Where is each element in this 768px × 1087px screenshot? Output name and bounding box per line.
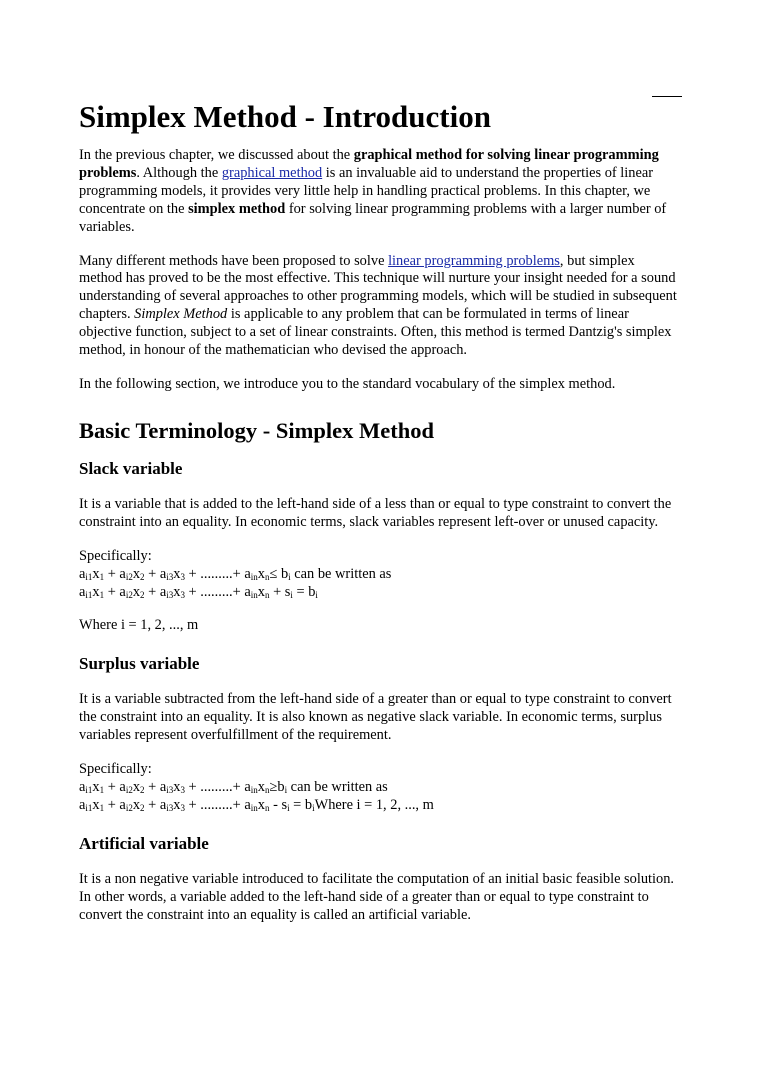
intro-paragraph-3: In the following section, we introduce you to the standard vocabulary of the simplex method. [79,375,616,392]
bold-text: simplex method [188,200,286,217]
slack-heading: Slack variable [79,458,183,478]
text-run: Where i = 1, 2, ..., m [314,796,434,813]
text-run: can be written as [290,565,392,582]
surplus-equation-2: $a_{i1}x_1 + a_{i2}x_2 + a_{i3}x_3$ + .........+ $a_{in}x_n - s_i$ = $b_iWhere$ i = 1, 2, ..., m [79,796,434,813]
surplus-definition: It is a variable subtracted from the left-hand side of a greater than or equal to type constraint to convert the constraint into an equality. It is also known as negative slack variable. In economic terms, surplus variables represent overfulfillment of the requirement. [79,691,672,744]
surplus-equation-1: $a_{i1}x_1 + a_{i2}x_2 + a_{i3}x_3$ + .........+ $a_{in}x_n\ge b_i$ can be written as [79,778,388,795]
graphical-method-link[interactable]: graphical method [221,164,323,181]
surplus-specifically: Specifically: [79,761,152,778]
text-run: . Although the [136,164,222,181]
section-title: Basic Terminology - Simplex Method [79,417,435,443]
text-run: is applicable to any problem that can be formulated in terms of linear objective function, subject to a set of linear constraints. Often, this method is termed Dantzig's simplex method, in honour of the mathematician who devised the approach. [79,306,672,359]
text-run: Many different methods have been proposed to solve [79,252,389,269]
lpp-link[interactable]: linear programming problems [388,252,560,269]
slack-specifically: Specifically: [79,547,152,564]
slack-definition: It is a variable that is added to the left-hand side of a less than or equal to type constraint to convert the constraint into an equality. In economic terms, slack variables represent left-over or unused capacity. [79,495,672,530]
artificial-heading: Artificial variable [79,833,209,853]
bold-text: graphical method for solving linear programming problems [79,147,659,181]
text-run: can be written as [287,778,388,795]
slack-where: Where i = 1, 2, ..., m [79,617,199,634]
surplus-heading: Surplus variable [79,654,200,674]
intro-paragraph-1 [79,147,679,237]
page-title: Simplex Method - Introduction [79,99,491,134]
text-run: , but simplex method has proved to be the most effective. This technique will nurture your insight needed for a sound understanding of several approaches to other programming models, which will be studied in subsequent chapters. [79,252,677,323]
slack-equation-2: $a_{i1}x_1 + a_{i2}x_2 + a_{i3}x_3$ + .........+ $a_{in}x_n + s_i = b_i$ [79,583,318,600]
document-body [79,96,679,924]
italic-text: Simplex Method [134,306,228,323]
text-run: In the previous chapter, we discussed about the [79,147,354,163]
slack-equation-1: $a_{i1}x_1 + a_{i2}x_2 + a_{i3}x_3$ + .........+ $a_{in}x_n\le b_i$ can be written as [79,565,392,582]
text-run: for solving linear programming problems with a larger number of variables. [79,200,667,235]
text-run: is an invaluable aid to understand the properties of linear programming models, it provides very little help in handling practical problems. In this chapter, we concentrate on the [79,164,654,217]
artificial-definition: It is a non negative variable introduced to facilitate the computation of an initial basic feasible solution. In other words, a variable added to the left-hand side of a greater than or equal to type constraint to convert the constraint into an equality is called an artificial variable. [79,870,675,923]
intro-paragraph-2 [79,253,679,360]
